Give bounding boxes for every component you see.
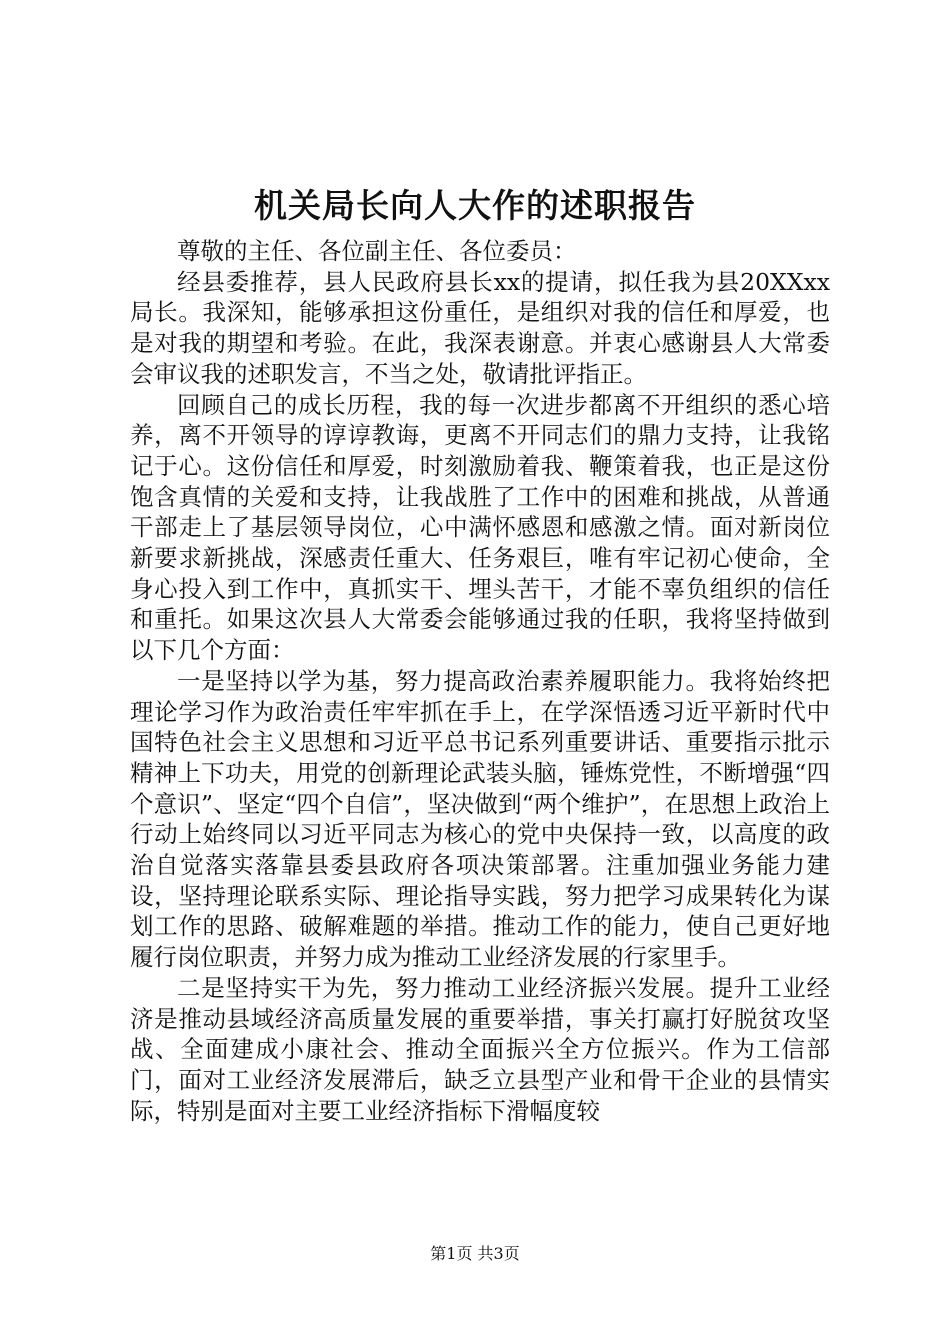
document-body [130, 236, 830, 1126]
paragraph-2: 回顾自己的成长历程，我的每一次进步都离不开组织的悉心培养，离不开领导的谆谆教诲，更离不开同志们的鼎力支持，让我铭记于心。这份信任和厚爱，时刻激励着我、鞭策着我，也正是这份饱含真情的关爱和支持，让我战胜了工作中的困难和挑战，从普通干部走上了基层领导岗位，心中满怀感恩和感激之情。面对新岗位新要求新挑战，深感责任重大、任务艰巨，唯有牢记初心使命，全身心投入到工作中，真抓实干、埋头苦干，才能不辜负组织的信任和重托。如果这次县人大常委会能够通过我的任职，我将坚持做到以下几个方面： [130, 390, 830, 665]
salutation: 尊敬的主任、各位副主任、各位委员： [177, 237, 577, 265]
document-title: 机关局长向人大作的述职报告 [254, 186, 696, 225]
paragraph-1: 经县委推荐，县人民政府县长xx的提请，拟任我为县20XXxx局长。我深知，能够承担这份重任，是组织对我的信任和厚爱，也是对我的期望和考验。在此，我深表谢意。并衷心感谢县人大常委会审议我的述职发言，不当之处，敬请批评指正。 [130, 267, 830, 388]
page-footer: 第1页 共3页 [430, 1244, 520, 1263]
paragraph-4: 二是坚持实干为先，努力推动工业经济振兴发展。提升工业经济是推动县域经济高质量发展的重要举措，事关打赢打好脱贫攻坚战、全面建成小康社会、推动全面振兴全方位振兴。作为工信部门，面对工业经济发展滞后，缺乏立县型产业和骨干企业的县情实际，特别是面对主要工业经济指标下滑幅度较 [130, 973, 830, 1125]
paragraph-3: 一是坚持以学为基，努力提高政治素养履职能力。我将始终把理论学习作为政治责任牢牢抓在手上，在学深悟透习近平新时代中国特色社会主义思想和习近平总书记系列重要讲话、重要指示批示精神上下功夫，用党的创新理论武装头脑，锤炼党性，不断增强“四个意识”、坚定“四个自信”，坚决做到“两个维护”，在思想上政治上行动上始终同以习近平同志为核心的党中央保持一致，以高度的政治自觉落实落靠县委县政府各项决策部署。注重加强业务能力建设，坚持理论联系实际、理论指导实践，努力把学习成果转化为谋划工作的思路、破解难题的举措。推动工作的能力，使自己更好地履行岗位职责，并努力成为推动工业经济发展的行家里手。 [130, 666, 830, 972]
